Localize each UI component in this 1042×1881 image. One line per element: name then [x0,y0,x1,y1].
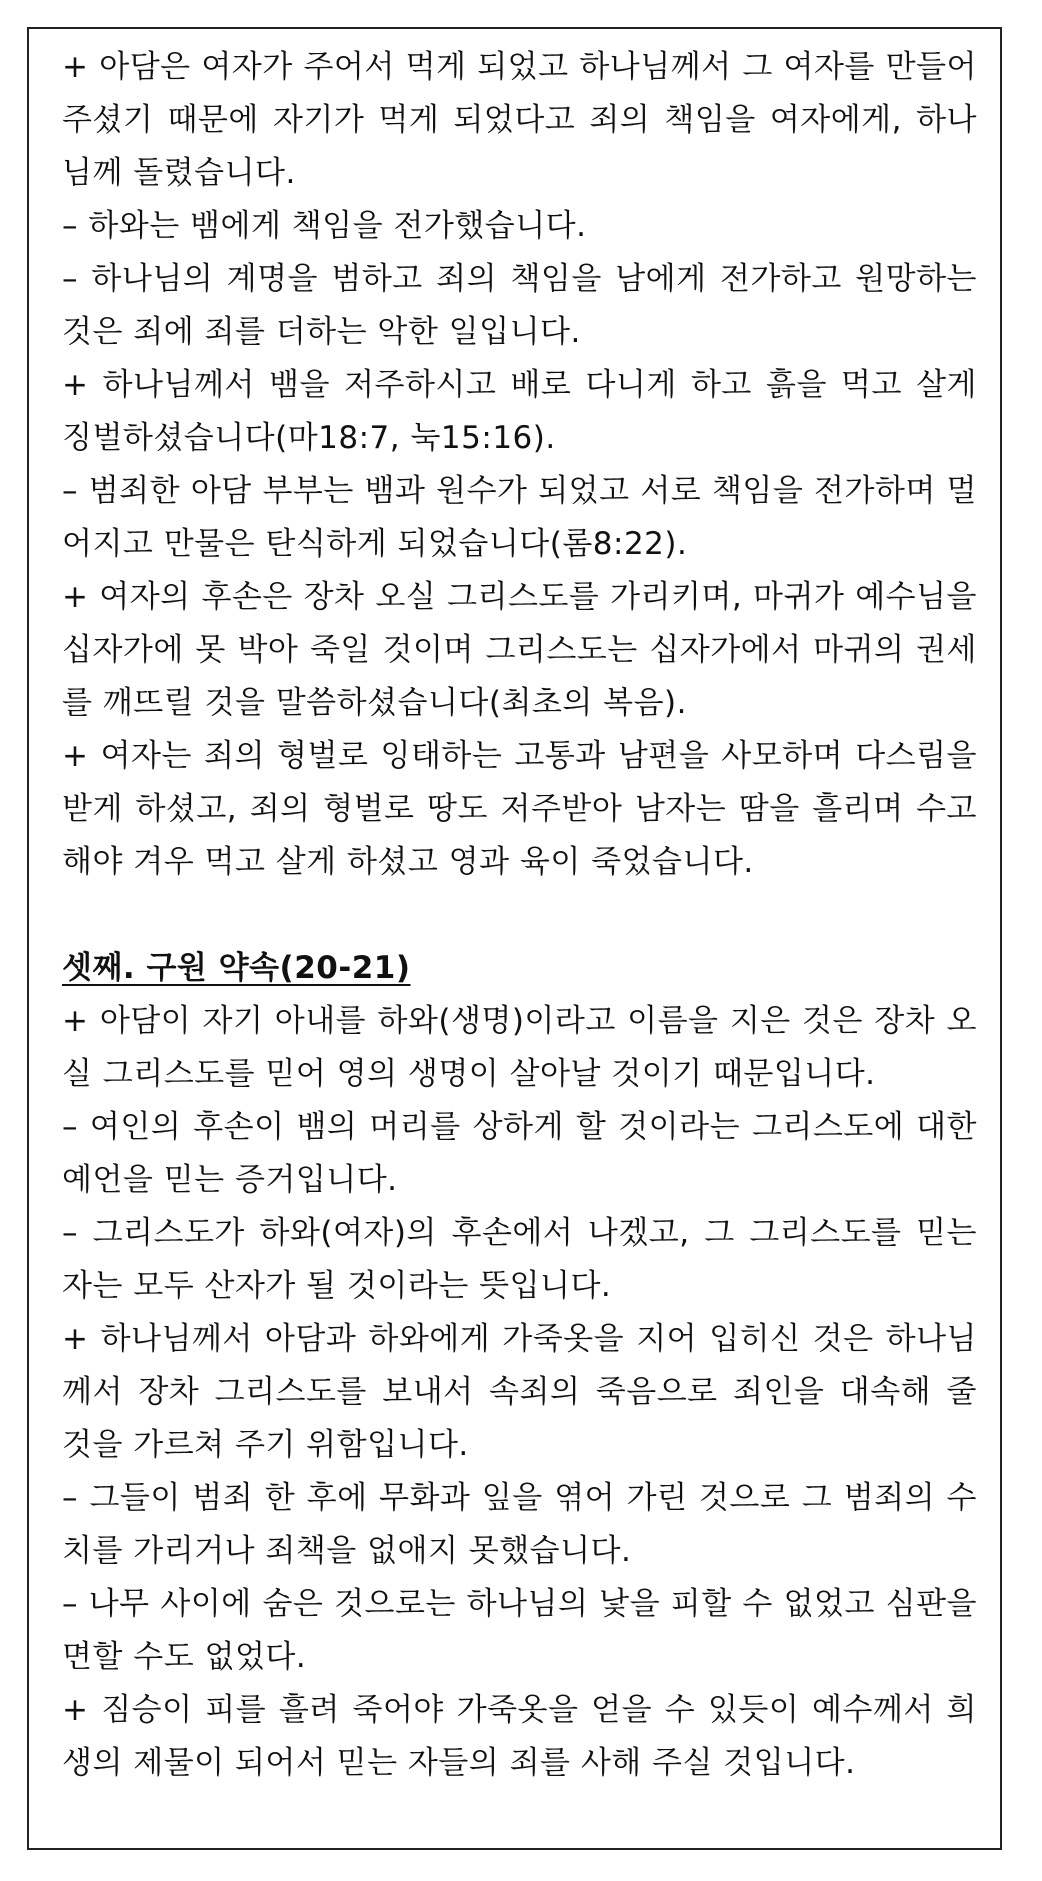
paragraph-fig-leaves: – 그들이 범죄 한 후에 무화과 잎을 엮어 가린 것으로 그 범죄의 수치를 가리거나 죄책을 없애지 못했습니다. [62,1480,977,1569]
paragraph-serpent-cursed: + 하나님께서 뱀을 저주하시고 배로 다니게 하고 흙을 먹고 살게 징벌하셨습니다(마18:7, 눅15:16). [62,367,977,456]
page-frame [27,27,1002,1850]
paragraph-first-gospel: + 여자의 후손은 장차 오실 그리스도를 가리키며, 마귀가 예수님을 십자가에 못 박아 죽일 것이며 그리스도는 십자가에서 마귀의 권세를 깨뜨릴 것을 말씀하셨습니다(최초의 복음). [62,579,977,721]
paragraph-naming-eve: + 아담이 자기 아내를 하와(생명)이라고 이름을 지은 것은 장차 오실 그리스도를 믿어 영의 생명이 살아날 것이기 때문입니다. [62,1003,977,1092]
paragraph-blame-is-evil: – 하나님의 계명을 범하고 죄의 책임을 남에게 전가하고 원망하는 것은 죄에 죄를 더하는 악한 일입니다. [62,261,977,350]
paragraph-sacrifice: + 짐승이 피를 흘려 죽어야 가죽옷을 얻을 수 있듯이 예수께서 희생의 제물이 되어서 믿는 자들의 죄를 사해 주실 것입니다. [62,1692,977,1781]
paragraph-enmity: – 범죄한 아담 부부는 뱀과 원수가 되었고 서로 책임을 전가하며 멀어지고 만물은 탄식하게 되었습니다(롬8:22). [62,473,977,562]
section-heading: 셋째. 구원 약속(20-21) [62,950,411,986]
paragraph-eve-blames-serpent: – 하와는 뱀에게 책임을 전가했습니다. [62,208,587,244]
document-body [62,41,977,1790]
section-gap [62,889,977,942]
paragraph-punishment: + 여자는 죄의 형벌로 잉태하는 고통과 남편을 사모하며 다스림을 받게 하셨고, 죄의 형벌로 땅도 저주받아 남자는 땀을 흘리며 수고해야 겨우 먹고 살게 하셨고 영과 육이 죽었습니다. [62,738,977,880]
paragraph-hiding: – 나무 사이에 숨은 것으로는 하나님의 낯을 피할 수 없었고 심판을 면할 수도 없었다. [62,1586,977,1675]
paragraph-garments-of-skin: + 하나님께서 아담과 하와에게 가죽옷을 지어 입히신 것은 하나님께서 장차 그리스도를 보내서 속죄의 죽음으로 죄인을 대속해 줄 것을 가르쳐 주기 위함입니다. [62,1321,977,1463]
paragraph-seed-of-woman: – 그리스도가 하와(여자)의 후손에서 나겠고, 그 그리스도를 믿는 자는 모두 산자가 될 것이라는 뜻입니다. [62,1215,977,1304]
paragraph-prophecy-belief: – 여인의 후손이 뱀의 머리를 상하게 할 것이라는 그리스도에 대한 예언을 믿는 증거입니다. [62,1109,977,1198]
paragraph-adam-blames-woman: + 아담은 여자가 주어서 먹게 되었고 하나님께서 그 여자를 만들어 주셨기 때문에 자기가 먹게 되었다고 죄의 책임을 여자에게, 하나님께 돌렸습니다. [62,49,977,191]
